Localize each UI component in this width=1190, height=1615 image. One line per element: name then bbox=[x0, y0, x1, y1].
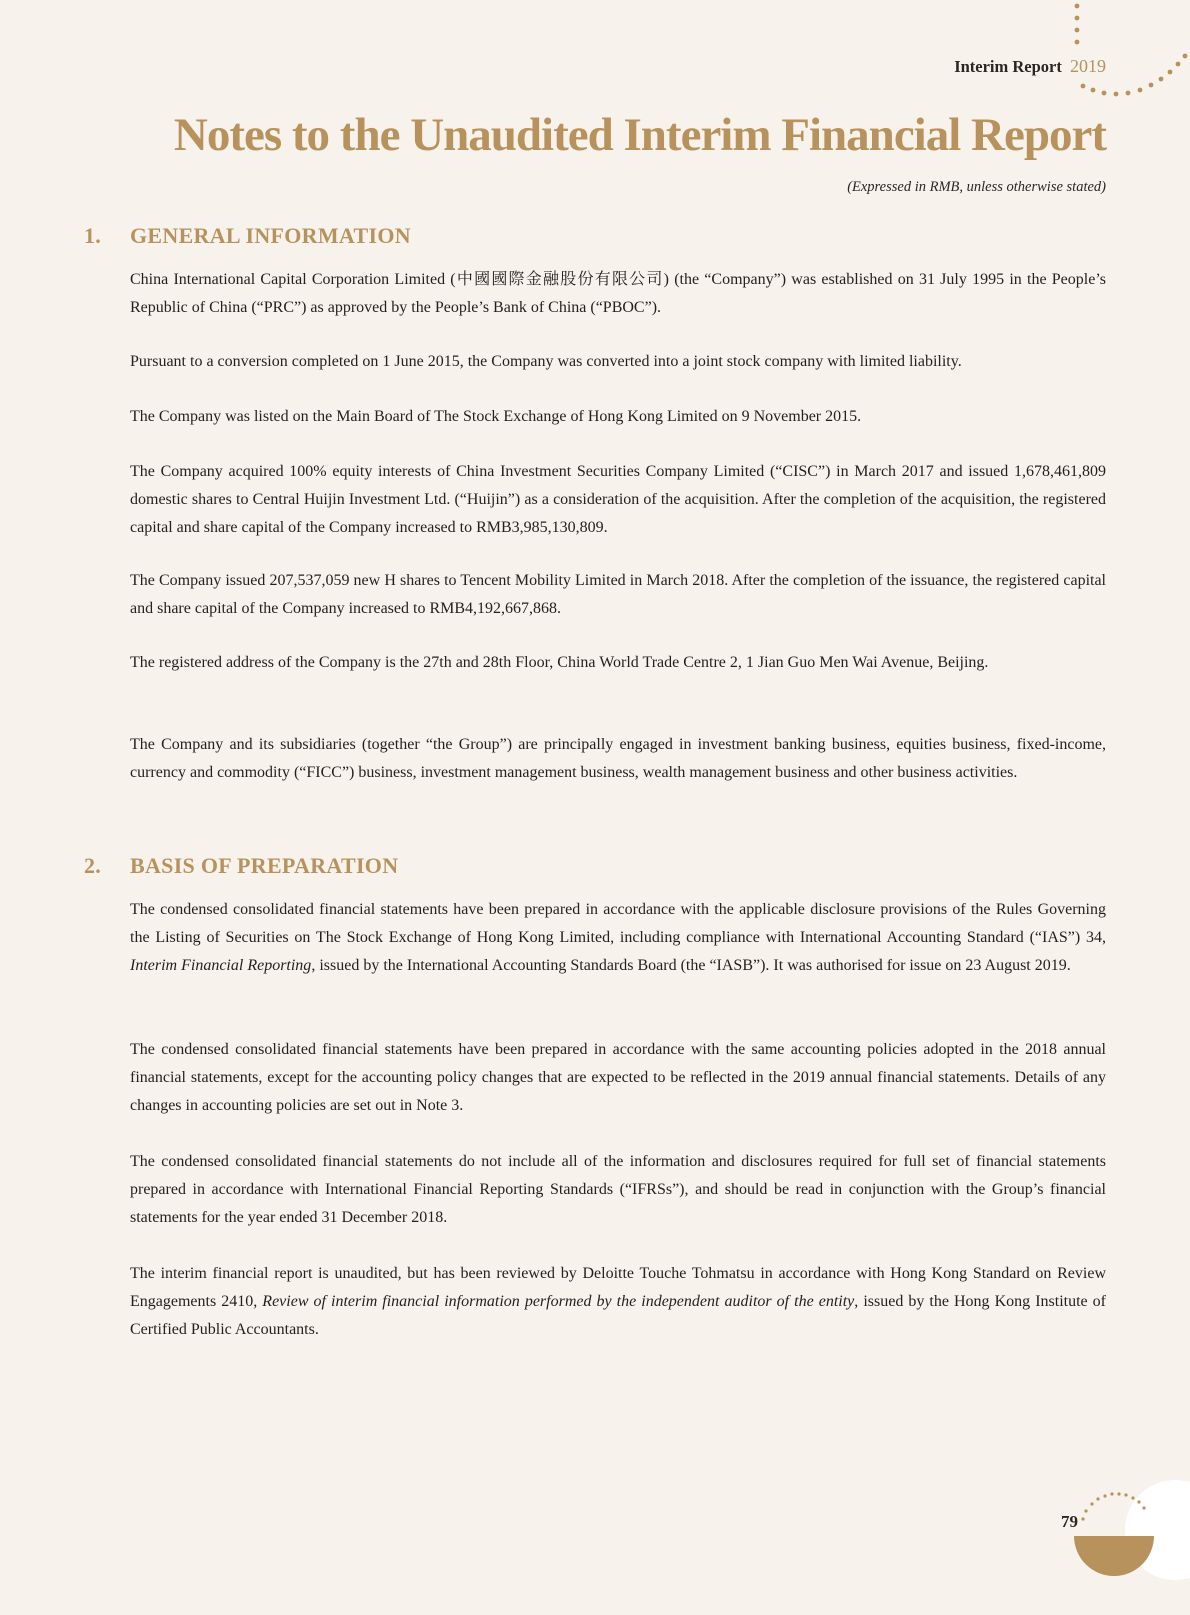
decorative-page-badge bbox=[1070, 1470, 1190, 1615]
paragraph-text: , issued by the Hong Kong Institute of Certified Public Accountants. bbox=[130, 1293, 1107, 1338]
paragraph: The condensed consolidated financial statements do not include all of the information and disclosures required for full set of financial statements prepared in accordance with International Financial Reporting Standards (“IFRSs”), and should be read in conjunction with the Group’s financial statements for the year ended 31 December 2018. bbox=[130, 1153, 1106, 1226]
paragraph: The Company issued 207,537,059 new H shares to Tencent Mobility Limited in March 2018. After the completion of the issuance, the registered capital and share capital of the Company increased to RMB4,192,667,868. bbox=[130, 572, 1106, 617]
report-year: 2019 bbox=[1070, 56, 1106, 76]
page-number: 79 bbox=[1061, 1512, 1078, 1531]
standard-title: Review of interim financial information performed by the independent auditor of the entity bbox=[262, 1293, 855, 1310]
paragraph: The registered address of the Company is the 27th and 28th Floor, China World Trade Centre 2, 1 Jian Guo Men Wai Avenue, Beijing. bbox=[130, 654, 989, 671]
paragraph: The condensed consolidated financial statements have been prepared in accordance with the same accounting policies adopted in the 2018 annual financial statements, except for the accounting policy changes that are expected to be reflected in the 2019 annual financial statements. Details of any changes in accounting policies are set out in Note 3. bbox=[130, 1041, 1106, 1114]
paragraph bbox=[130, 896, 1106, 980]
decorative-dotted-arc bbox=[1060, 0, 1190, 110]
section-heading-general-information bbox=[84, 223, 411, 249]
paragraph-text: , issued by the International Accounting Standards Board (the “IASB”). It was authorised for issue on 23 August 2019. bbox=[311, 957, 1071, 974]
paragraph: Pursuant to a conversion completed on 1 June 2015, the Company was converted into a joint stock company with limited liability. bbox=[130, 353, 962, 370]
paragraph-text: The condensed consolidated financial statements have been prepared in accordance with the applicable disclosure provisions of the Rules Governing the Listing of Securities on The Stock Exchange of Hong Kong Limited, including compliance with International Accounting Standard (“IAS”) 34, bbox=[130, 901, 1106, 946]
section-heading-basis-of-preparation bbox=[84, 853, 398, 879]
paragraph: The Company acquired 100% equity interests of China Investment Securities Company Limited (“CISC”) in March 2017 and issued 1,678,461,809 domestic shares to Central Huijin Investment Ltd. (“Huijin”) as a consideration of the acquisition. After the completion of the acquisition, the registered capital and share capital of the Company increased to RMB3,985,130,809. bbox=[130, 463, 1106, 536]
paragraph: The Company was listed on the Main Board of The Stock Exchange of Hong Kong Limited on 9 November 2015. bbox=[130, 408, 862, 425]
paragraph: The Company and its subsidiaries (together “the Group”) are principally engaged in investment banking business, equities business, fixed-income, currency and commodity (“FICC”) business, investment management business, wealth management business and other business activities. bbox=[130, 736, 1106, 781]
section-number: 1. bbox=[84, 223, 102, 248]
section-number: 2. bbox=[84, 853, 102, 878]
page-title: Notes to the Unaudited Interim Financial Report bbox=[173, 109, 1106, 161]
section-title: BASIS OF PREPARATION bbox=[130, 853, 399, 878]
report-name: Interim Report bbox=[954, 57, 1062, 76]
paragraph-text: The interim financial report is unaudited, but has been reviewed by Deloitte Touche Tohmatsu in accordance with Hong Kong Standard on Review Engagements 2410, bbox=[130, 1265, 1106, 1310]
section-title: GENERAL INFORMATION bbox=[130, 223, 411, 248]
subtitle: (Expressed in RMB, unless otherwise stated) bbox=[847, 179, 1106, 195]
report-tag bbox=[954, 56, 1106, 77]
paragraph: China International Capital Corporation Limited (中國國際金融股份有限公司) (the “Company”) was established on 31 July 1995 in the People’s Republic of China (“PRC”) as approved by the People’s Bank of China (“PBOC”). bbox=[130, 271, 1106, 316]
standard-title: Interim Financial Reporting bbox=[130, 957, 312, 974]
paragraph bbox=[130, 1260, 1106, 1344]
